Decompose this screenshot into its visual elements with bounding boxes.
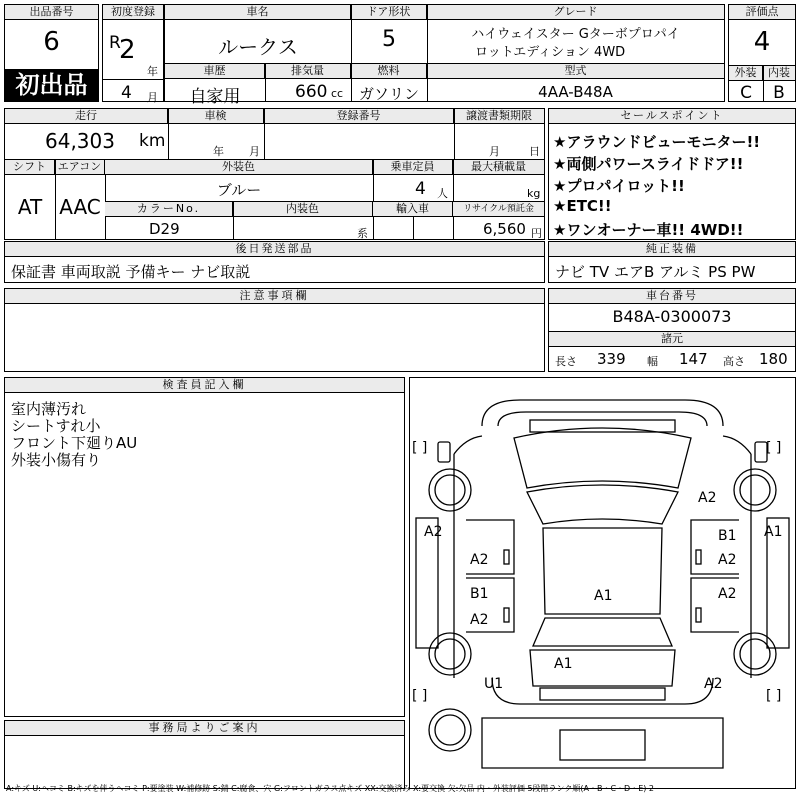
damage-mark-rear-right-bumper: A2	[704, 676, 723, 692]
notes-box	[4, 288, 545, 372]
inspection-year-unit: 年	[213, 145, 224, 158]
inspector-note-3: フロント下廻りAU	[11, 434, 138, 452]
door-label: ドア形状	[351, 5, 427, 20]
inspection-label: 車検	[168, 109, 264, 124]
score-value: 4	[753, 27, 771, 57]
length-label: 長さ	[555, 355, 577, 368]
length-value: 339	[597, 350, 626, 368]
car-name: ルークス	[218, 35, 298, 59]
sales-point-4: ★ETC!!	[553, 197, 612, 215]
fuel-label: 燃料	[351, 64, 427, 79]
lot-number-box	[4, 4, 99, 102]
damage-mark-rear-left-door-dent: B1	[470, 586, 489, 602]
ac-value: AAC	[59, 195, 101, 219]
later-parts-box	[4, 241, 545, 283]
chassis-box	[548, 288, 796, 372]
model-value: 4AA-B48A	[538, 83, 613, 101]
grade-line-1: ハイウェイスター Gターボプロパイ	[471, 27, 680, 42]
max-load-unit: kg	[527, 187, 541, 200]
sales-point-5: ★ワンオーナー車!! 4WD!!	[553, 221, 744, 239]
vehicle-detail-box	[4, 108, 545, 240]
exterior-color-value: ブルー	[216, 181, 262, 199]
vehicle-info-box	[164, 4, 725, 107]
sales-points-box	[548, 108, 796, 240]
rear-right-bracket: [ ]	[766, 688, 782, 704]
damage-mark-front-left-door: A2	[470, 552, 489, 568]
door-value: 5	[382, 27, 396, 52]
history-value: 自家用	[189, 87, 241, 107]
color-number-label: カラーNo.	[105, 202, 233, 217]
transfer-deadline-label: 譲渡書類期限	[454, 109, 544, 124]
displacement-label: 排気量	[265, 64, 351, 79]
capacity-value: 4	[415, 179, 426, 199]
first-listing-badge: 初出品	[5, 69, 98, 101]
capacity-unit: 人	[437, 187, 448, 200]
mileage-label: 走行	[5, 109, 168, 124]
ac-label: エアコン	[55, 160, 105, 175]
dims-label: 諸元	[549, 332, 795, 347]
score-label: 評価点	[729, 5, 795, 20]
lot-number: 6	[43, 27, 60, 57]
notes-label: 注意事項欄	[5, 289, 544, 304]
damage-mark-front-right-door: A2	[718, 552, 737, 568]
fuel-value: ガソリン	[358, 85, 419, 103]
first-registration-label: 初度登録	[103, 5, 163, 20]
recycle-deposit-unit: 円	[531, 227, 542, 240]
genuine-equipment-box	[548, 241, 796, 283]
registration-month: 4	[121, 83, 132, 103]
damage-mark-rear-right-door: A2	[718, 586, 737, 602]
damage-mark-left-side-panel: A2	[424, 524, 443, 540]
damage-mark-rear-hatch: A1	[554, 656, 573, 672]
car-name-label: 車名	[165, 5, 351, 20]
score-box	[728, 4, 796, 102]
history-label: 車歴	[165, 64, 265, 79]
recycle-deposit-label: リサイクル預託金	[453, 202, 544, 217]
inspector-box	[4, 377, 405, 717]
year-unit: 年	[147, 65, 158, 78]
sales-point-2: ★両側パワースライドドア!!	[553, 155, 744, 173]
capacity-label: 乗車定員	[373, 160, 453, 175]
first-registration-box	[102, 4, 164, 102]
genuine-equipment-label: 純正装備	[549, 242, 795, 257]
damage-mark-roof: A1	[594, 588, 613, 604]
exterior-value: C	[740, 83, 752, 103]
damage-legend: A:キズ U:ヘコミ B:キズを伴うヘコミ P:要塗装 W:補修跡 S:錆 C:腐食、穴 G:フロントガラス点キズ XX:交換済み X:要交換 欠:欠品 内・外装評価 5段階ランク順(A・B・C・D・E) 2	[6, 784, 655, 793]
damage-diagram-box	[409, 377, 796, 789]
lot-number-label: 出品番号	[5, 5, 98, 20]
interior-label: 内装	[763, 66, 795, 81]
height-value: 180	[759, 350, 788, 368]
width-label: 幅	[647, 355, 658, 368]
office-guidance-label: 事務局よりご案内	[5, 721, 404, 736]
import-label: 輸入車	[373, 202, 453, 217]
left-mirror-bracket: [ ]	[412, 440, 428, 456]
grade-line-2: ロットエディション 4WD	[475, 45, 626, 60]
mileage-unit: km	[139, 131, 166, 151]
grade-label: グレード	[427, 5, 724, 20]
inspector-note-4: 外装小傷有り	[11, 451, 102, 469]
interior-color-label: 内装色	[233, 202, 373, 217]
sales-points-label: セールスポイント	[549, 109, 795, 124]
model-label: 型式	[427, 64, 724, 79]
recycle-deposit-value: 6,560	[483, 220, 526, 238]
mileage-value: 64,303	[45, 129, 115, 153]
car-outline-diagram	[410, 378, 795, 788]
exterior-label: 外装	[729, 66, 763, 81]
inspection-month-unit: 月	[249, 145, 260, 158]
displacement-value: 660	[295, 82, 328, 102]
inspector-note-1: 室内薄汚れ	[11, 400, 87, 418]
right-mirror-bracket: [ ]	[766, 440, 782, 456]
displacement-unit: cc	[331, 87, 344, 100]
chassis-label: 車台番号	[549, 289, 795, 304]
damage-mark-front-right-door-dent: B1	[718, 528, 737, 544]
damage-mark-rear-left-bumper: U1	[484, 676, 504, 692]
shift-label: シフト	[5, 160, 55, 175]
era-prefix: R	[109, 33, 121, 53]
color-number-value: D29	[149, 220, 180, 238]
registration-number-label: 登録番号	[264, 109, 454, 124]
later-parts-label: 後日発送部品	[5, 242, 544, 257]
later-parts-value: 保証書 車両取説 予備キー ナビ取説	[11, 263, 251, 281]
sales-point-1: ★アラウンドビューモニター!!	[553, 133, 761, 151]
width-value: 147	[679, 350, 708, 368]
exterior-color-label: 外装色	[105, 160, 373, 175]
height-label: 高さ	[723, 355, 745, 368]
interior-value: B	[773, 83, 785, 103]
rear-left-bracket: [ ]	[412, 688, 428, 704]
damage-mark-rear-left-door: A2	[470, 612, 489, 628]
max-load-label: 最大積載量	[453, 160, 544, 175]
registration-year: 2	[119, 35, 136, 65]
inspector-label: 検査員記入欄	[5, 378, 404, 393]
damage-mark-right-side-panel: A1	[764, 524, 783, 540]
shift-value: AT	[17, 195, 43, 219]
month-unit: 月	[147, 91, 158, 104]
transfer-month-unit: 月	[489, 145, 500, 158]
chassis-value: B48A-0300073	[612, 307, 732, 326]
office-guidance-box	[4, 720, 405, 789]
inspector-note-2: シートすれ小	[11, 417, 101, 435]
sales-point-3: ★プロパイロット!!	[553, 177, 685, 195]
transfer-day-unit: 日	[529, 145, 540, 158]
damage-mark-front-right-fender: A2	[698, 490, 717, 506]
genuine-equipment-value: ナビ TV エアB アルミ PS PW	[555, 263, 756, 281]
interior-color-unit: 系	[357, 227, 368, 240]
